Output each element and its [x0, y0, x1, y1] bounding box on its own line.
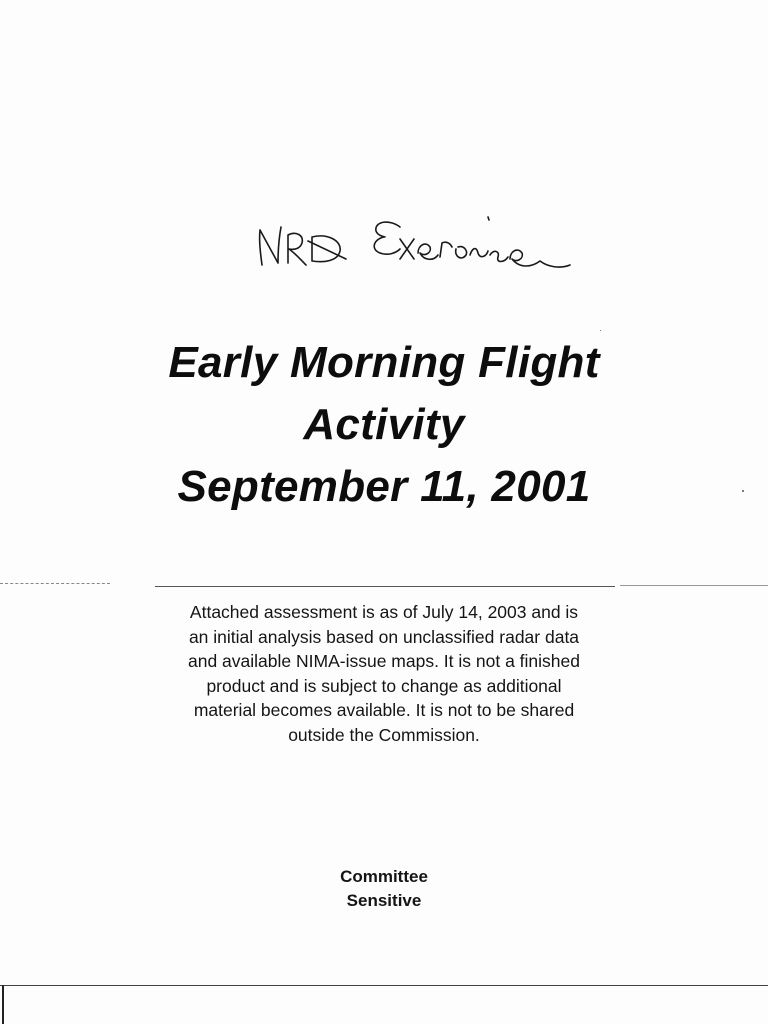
- marking-line-2: Sensitive: [346, 891, 422, 910]
- classification-marking: [0, 865, 768, 913]
- notice-line-3: and available NIMA-issue maps. It is not a finished: [188, 651, 580, 671]
- divider-left: [0, 583, 110, 584]
- notice-line-1: Attached assessment is as of July 14, 2003 and is: [189, 602, 579, 622]
- notice-line-2: an initial analysis based on unclassified radar data: [188, 626, 580, 647]
- divider-main: [155, 586, 615, 587]
- corner-mark: [2, 985, 4, 1024]
- notice-paragraph: [130, 600, 638, 747]
- marking-line-1: Committee: [340, 867, 428, 886]
- title-line-3: September 11, 2001: [177, 462, 591, 511]
- title-line-2: Activity: [303, 400, 465, 449]
- divider-bottom: [0, 985, 768, 986]
- notice-line-5: material becomes available. It is not to be shared: [193, 700, 575, 720]
- scan-speck: [600, 330, 601, 331]
- divider-right: [620, 585, 768, 586]
- title-line-1: Early Morning Flight: [168, 338, 600, 387]
- scan-speck: [742, 490, 744, 492]
- notice-line-6: outside the Commission.: [288, 724, 480, 745]
- handwritten-annotation-drawing: [250, 205, 600, 295]
- handwritten-annotation: [250, 205, 600, 295]
- document-title: [0, 332, 768, 518]
- notice-line-4: product and is subject to change as additional: [206, 675, 562, 696]
